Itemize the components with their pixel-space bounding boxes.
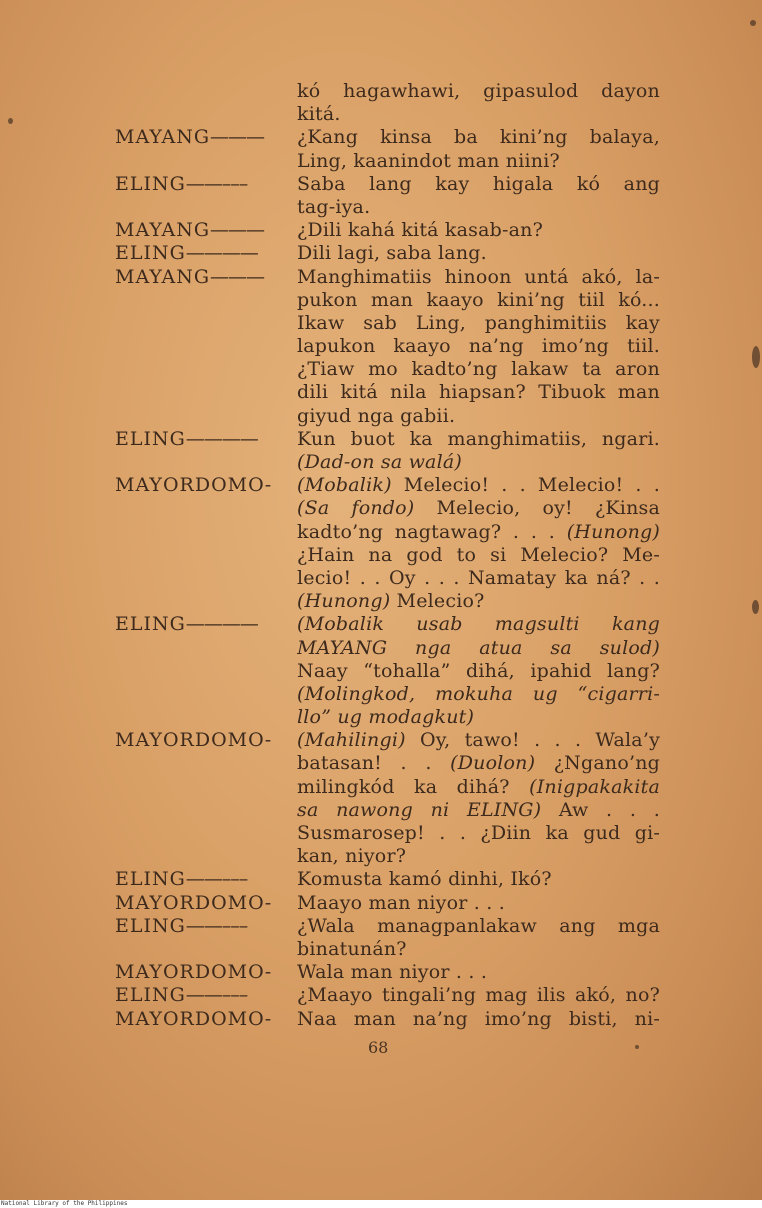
dialogue-fragment: giyud nga gabii. [297, 404, 456, 427]
footer-credit: National Library of the Philippines [1, 1200, 128, 1207]
speaker-dashes: ———— [185, 613, 258, 636]
dialogue-text [297, 845, 660, 868]
stage-direction: (Molingkod, mokuha ug “cigarri- [297, 682, 660, 705]
script-line [115, 915, 660, 938]
speaker-label [115, 590, 297, 613]
dialogue-text [297, 242, 660, 265]
speaker-label [115, 358, 297, 381]
dialogue-fragment: Susmarosep! . . ¿Diin ka gud gi- [297, 822, 660, 844]
speaker-label [115, 451, 297, 474]
dialogue-fragment: ¿Kang kinsa ba kini’ng balaya, [297, 126, 660, 149]
script-line [115, 683, 660, 706]
stage-direction: (Hunong) [566, 520, 660, 543]
dialogue-text [297, 544, 660, 567]
speaker-name: ELING [115, 613, 186, 636]
script-line [115, 474, 660, 497]
script-line [115, 868, 660, 891]
speaker-dashes: ——––– [185, 172, 248, 195]
dialogue-fragment: lapukon kaayo na’ng imo’ng tiil. [297, 335, 660, 358]
script-line [115, 660, 660, 683]
script-line [115, 150, 660, 173]
dialogue-text [297, 637, 660, 660]
speaker-label [115, 150, 297, 173]
dialogue-text [297, 358, 660, 381]
dialogue-fragment: Melecio, oy! ¿Kinsa [414, 497, 660, 520]
speaker-label [115, 961, 297, 984]
dialogue-text [297, 381, 660, 404]
script-line [115, 822, 660, 845]
script-line [115, 1008, 660, 1031]
script-line [115, 845, 660, 868]
dialogue-text [297, 474, 660, 497]
script-line [115, 103, 660, 126]
speaker-name: MAYORDOMO [115, 474, 265, 497]
script-line [115, 938, 660, 961]
dialogue-fragment: Manghimatiis hinoon untá akó, la- [297, 265, 660, 288]
dialogue-text [297, 80, 660, 103]
script-line [115, 173, 660, 196]
dialogue-fragment: binatunán? [297, 937, 407, 960]
speaker-name: MAYANG [115, 219, 210, 242]
dialogue-fragment: ¿Maayo tingali’ng mag ilis akó, no? [297, 984, 660, 1007]
dialogue-text [297, 312, 660, 335]
dialogue-fragment: kó hagawhawi, gipasulod dayon [297, 80, 660, 102]
speaker-label [115, 103, 297, 126]
dialogue-text [297, 1008, 660, 1031]
script-line [115, 80, 660, 103]
script-line [115, 266, 660, 289]
dialogue-text [297, 451, 660, 474]
script-line [115, 196, 660, 219]
dialogue-fragment: Naa man na’ng imo’ng bisti, ni- [297, 1007, 660, 1030]
dialogue-fragment: Aw . . . [541, 798, 660, 821]
dialogue-text [297, 103, 660, 126]
dialogue-fragment: Komusta kamó dinhi, Ikó? [297, 868, 552, 891]
script-line [115, 637, 660, 660]
speaker-label [115, 637, 297, 660]
script-line [115, 776, 660, 799]
speaker-label [115, 335, 297, 358]
stage-direction: (Mahilingi) [297, 729, 406, 752]
stage-direction: sa nawong ni ELING) [297, 798, 542, 821]
script-line [115, 706, 660, 729]
script-line [115, 752, 660, 775]
script-line [115, 567, 660, 590]
speaker-label [115, 428, 297, 451]
stage-direction: MAYANG nga atua sa sulod) [297, 636, 660, 659]
speaker-label [115, 126, 297, 149]
dialogue-text [297, 868, 660, 891]
dialogue-text [297, 590, 660, 613]
speaker-dashes: ——––– [185, 984, 248, 1007]
speaker-label [115, 845, 297, 868]
speaker-label [115, 915, 297, 938]
speaker-name: ELING [115, 427, 186, 450]
dialogue-text [297, 776, 660, 799]
speaker-label [115, 312, 297, 335]
dialogue-fragment: ¿Hain na god to si Melecio? Me- [297, 543, 660, 566]
speaker-label [115, 196, 297, 219]
dialogue-text [297, 752, 660, 775]
script-line [115, 126, 660, 149]
script-line [115, 312, 660, 335]
speaker-label [115, 984, 297, 1007]
dialogue-fragment: ¿Tiaw mo kadto’ng lakaw ta aron [297, 358, 660, 381]
speaker-dashes: ——— [210, 126, 264, 149]
speaker-dashes: ——— [210, 219, 264, 242]
dialogue-fragment: kitá. [297, 103, 341, 126]
page-number: 68 [368, 1038, 389, 1057]
script-line [115, 799, 660, 822]
dialogue-text [297, 938, 660, 961]
stage-direction: (Dad-on sa walá) [297, 451, 462, 473]
script-line [115, 497, 660, 520]
speaker-label [115, 752, 297, 775]
dialogue-fragment: Maayo man niyor . . . [297, 891, 505, 914]
speaker-dashes: - [264, 891, 271, 914]
script-line [115, 289, 660, 312]
script-line [115, 613, 660, 636]
stage-direction: (Hunong) [297, 590, 391, 613]
stage-direction: (Inigpakakita [529, 775, 660, 798]
speaker-label [115, 683, 297, 706]
script-line [115, 961, 660, 984]
speaker-name: MAYORDOMO [115, 891, 265, 914]
speaker-dashes: - [264, 961, 271, 984]
play-text [115, 80, 660, 1031]
speaker-label [115, 521, 297, 544]
speck [8, 118, 13, 124]
speaker-dashes: - [264, 729, 271, 752]
speaker-label [115, 497, 297, 520]
dialogue-text [297, 683, 660, 706]
dialogue-text [297, 567, 660, 590]
speck [635, 1045, 639, 1049]
speaker-label [115, 544, 297, 567]
dialogue-fragment: Melecio? [390, 590, 485, 613]
speaker-label [115, 822, 297, 845]
script-line [115, 521, 660, 544]
dialogue-text [297, 126, 660, 149]
dialogue-text [297, 660, 660, 683]
speaker-name: ELING [115, 984, 186, 1007]
speaker-dashes: - [264, 1007, 271, 1030]
speaker-label [115, 892, 297, 915]
script-line [115, 335, 660, 358]
speaker-name: MAYORDOMO [115, 729, 265, 752]
dialogue-text [297, 428, 660, 451]
dialogue-fragment: Wala man niyor . . . [297, 961, 488, 984]
dialogue-fragment: batasan! . . [297, 752, 451, 775]
script-line [115, 428, 660, 451]
speaker-label [115, 219, 297, 242]
dialogue-text [297, 521, 660, 544]
stage-direction: (Mobalik usab magsulti kang [297, 613, 660, 636]
script-line [115, 590, 660, 613]
dialogue-fragment: Saba lang kay higala kó ang [297, 172, 660, 195]
dialogue-text [297, 497, 660, 520]
dialogue-text [297, 613, 660, 636]
speaker-label [115, 567, 297, 590]
speaker-label [115, 799, 297, 822]
stage-direction: (Mobalik) [297, 474, 392, 497]
speaker-label [115, 660, 297, 683]
speaker-dashes: ——––– [185, 868, 248, 891]
dialogue-fragment: kadto’ng nagtawag? . . . [297, 520, 567, 543]
dialogue-text [297, 915, 660, 938]
stage-direction: llo” ug modagkut) [297, 706, 475, 729]
speaker-label [115, 173, 297, 196]
script-line [115, 892, 660, 915]
dialogue-text [297, 892, 660, 915]
dialogue-text [297, 196, 660, 219]
script-line [115, 219, 660, 242]
speaker-name: MAYANG [115, 265, 210, 288]
dialogue-fragment: lecio! . . Oy . . . Namatay ka ná? . . [297, 566, 660, 589]
speaker-dashes: ——— [210, 265, 264, 288]
speaker-label [115, 868, 297, 891]
stage-direction: (Duolon) [450, 752, 536, 775]
speaker-label [115, 613, 297, 636]
dialogue-fragment: ¿Wala managpanlakaw ang mga [297, 914, 660, 937]
dialogue-fragment: Naay “tohalla” dihá, ipahid lang? [297, 659, 660, 682]
stage-direction: (Sa fondo) [297, 497, 415, 520]
script-line [115, 451, 660, 474]
dialogue-fragment: Dili lagi, saba lang. [297, 242, 487, 265]
speaker-label [115, 776, 297, 799]
speaker-label [115, 266, 297, 289]
script-line [115, 729, 660, 752]
speaker-label [115, 242, 297, 265]
speck [752, 346, 760, 368]
script-line [115, 544, 660, 567]
script-line [115, 381, 660, 404]
dialogue-fragment: Ikaw sab Ling, panghimitiis kay [297, 311, 660, 334]
speaker-dashes: ——––– [185, 914, 248, 937]
dialogue-text [297, 266, 660, 289]
speaker-dashes: ———— [185, 242, 258, 265]
speaker-label [115, 381, 297, 404]
dialogue-text [297, 984, 660, 1007]
dialogue-text [297, 219, 660, 242]
speaker-label [115, 729, 297, 752]
dialogue-fragment: Melecio! . . Melecio! . . [391, 474, 660, 497]
dialogue-text [297, 799, 660, 822]
dialogue-fragment: Kun buot ka manghimatiis, ngari. [297, 427, 660, 450]
speaker-name: ELING [115, 242, 186, 265]
dialogue-fragment: dili kitá nila hiapsan? Tibuok man [297, 381, 660, 404]
speaker-label [115, 289, 297, 312]
speaker-label [115, 706, 297, 729]
dialogue-text [297, 335, 660, 358]
script-line [115, 358, 660, 381]
dialogue-text [297, 289, 660, 312]
speaker-label [115, 938, 297, 961]
speaker-name: ELING [115, 914, 186, 937]
dialogue-fragment: Oy, tawo! . . . Wala’y [405, 729, 660, 752]
speck [750, 20, 756, 26]
dialogue-fragment: pukon man kaayo kini’ng tiil kó... [297, 288, 660, 311]
script-line [115, 405, 660, 428]
speck [752, 600, 759, 614]
dialogue-text [297, 729, 660, 752]
speaker-name: ELING [115, 868, 186, 891]
dialogue-text [297, 961, 660, 984]
speaker-label [115, 1008, 297, 1031]
dialogue-fragment: milingkód ka dihá? [297, 775, 530, 798]
speaker-name: MAYORDOMO [115, 961, 265, 984]
dialogue-fragment: tag-iya. [297, 195, 371, 218]
dialogue-fragment: kan, niyor? [297, 845, 407, 868]
dialogue-fragment: Ling, kaanindot man niini? [297, 149, 560, 172]
script-line [115, 984, 660, 1007]
speaker-label [115, 474, 297, 497]
dialogue-text [297, 706, 660, 729]
dialogue-text [297, 822, 660, 845]
speaker-label [115, 80, 297, 103]
dialogue-text [297, 150, 660, 173]
speaker-dashes: - [264, 474, 271, 497]
speaker-name: MAYORDOMO [115, 1007, 265, 1030]
speaker-dashes: ———— [185, 427, 258, 450]
dialogue-fragment: ¿Ngano’ng [535, 752, 660, 775]
script-line [115, 242, 660, 265]
speaker-name: MAYANG [115, 126, 210, 149]
speaker-name: ELING [115, 172, 186, 195]
dialogue-text [297, 173, 660, 196]
dialogue-fragment: ¿Dili kahá kitá kasab-an? [297, 219, 543, 242]
speaker-label [115, 405, 297, 428]
dialogue-text [297, 405, 660, 428]
